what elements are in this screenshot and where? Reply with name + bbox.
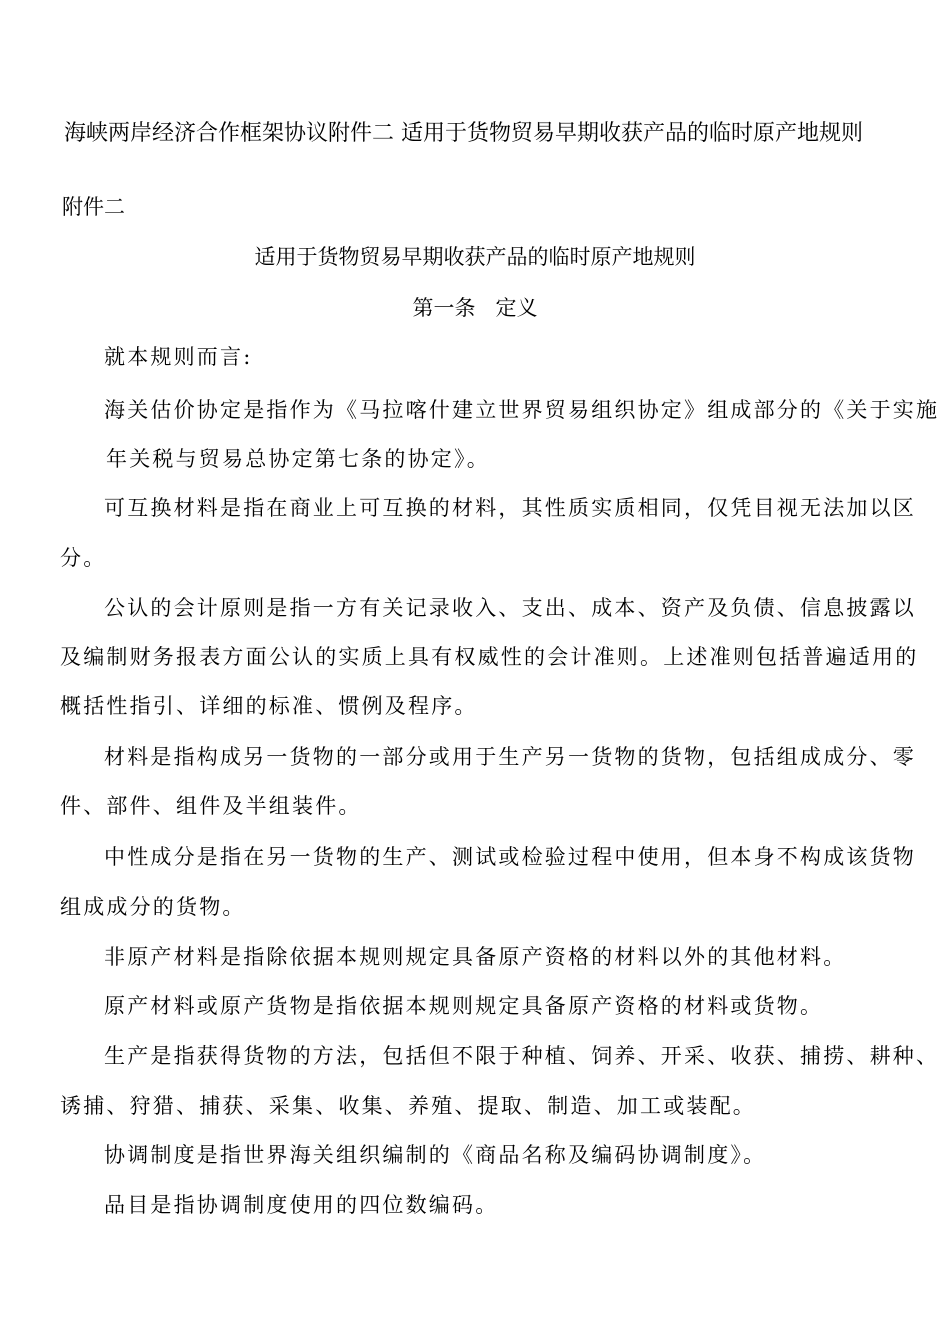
rules-title: 适用于货物贸易早期收获产品的临时原产地规则	[254, 245, 696, 269]
paragraph-line: 就本规则而言:	[104, 345, 253, 369]
article-heading: 第一条 定义	[412, 296, 538, 320]
document-title: 海峡两岸经济合作框架协议附件二 适用于货物贸易早期收获产品的临时原产地规则	[64, 121, 863, 146]
paragraph-line: 组成成分的货物。	[60, 895, 246, 919]
paragraph-line: 非原产材料是指除依据本规则规定具备原产资格的材料以外的其他材料。	[104, 945, 847, 969]
paragraph-line: 生产是指获得货物的方法，包括但不限于种植、饲养、开采、收获、捕捞、耕种、	[104, 1044, 940, 1068]
paragraph-line: 海关估价协定是指作为《马拉喀什建立世界贸易组织协定》组成部分的《关于实施	[104, 398, 940, 422]
paragraph-line: 分。	[60, 546, 107, 570]
paragraph-line: 可互换材料是指在商业上可互换的材料，其性质实质相同，仅凭目视无法加以区	[104, 496, 916, 520]
paragraph-line: 协调制度是指世界海关组织编制的《商品名称及编码协调制度》。	[104, 1143, 767, 1167]
paragraph-line: 及编制财务报表方面公认的实质上具有权威性的会计准则。上述准则包括普遍适用的	[60, 645, 919, 669]
paragraph-line: 件、部件、组件及半组装件。	[60, 794, 362, 818]
annex-label: 附件二	[62, 195, 125, 219]
paragraph-line: 中性成分是指在另一货物的生产、测试或检验过程中使用，但本身不构成该货物	[104, 845, 916, 869]
paragraph-line: 品目是指协调制度使用的四位数编码。	[104, 1193, 499, 1217]
paragraph-line: 诱捕、狩猎、捕获、采集、收集、养殖、提取、制造、加工或装配。	[60, 1094, 756, 1118]
paragraph-line: 材料是指构成另一货物的一部分或用于生产另一货物的货物，包括组成成分、零	[104, 745, 916, 769]
paragraph-line: 原产材料或原产货物是指依据本规则规定具备原产资格的材料或货物。	[104, 994, 824, 1018]
paragraph-line: 概括性指引、详细的标准、惯例及程序。	[60, 694, 478, 718]
paragraph-line: 年关税与贸易总协定第七条的协定》。	[106, 447, 490, 471]
paragraph-line: 公认的会计原则是指一方有关记录收入、支出、成本、资产及负债、信息披露以	[104, 596, 916, 620]
